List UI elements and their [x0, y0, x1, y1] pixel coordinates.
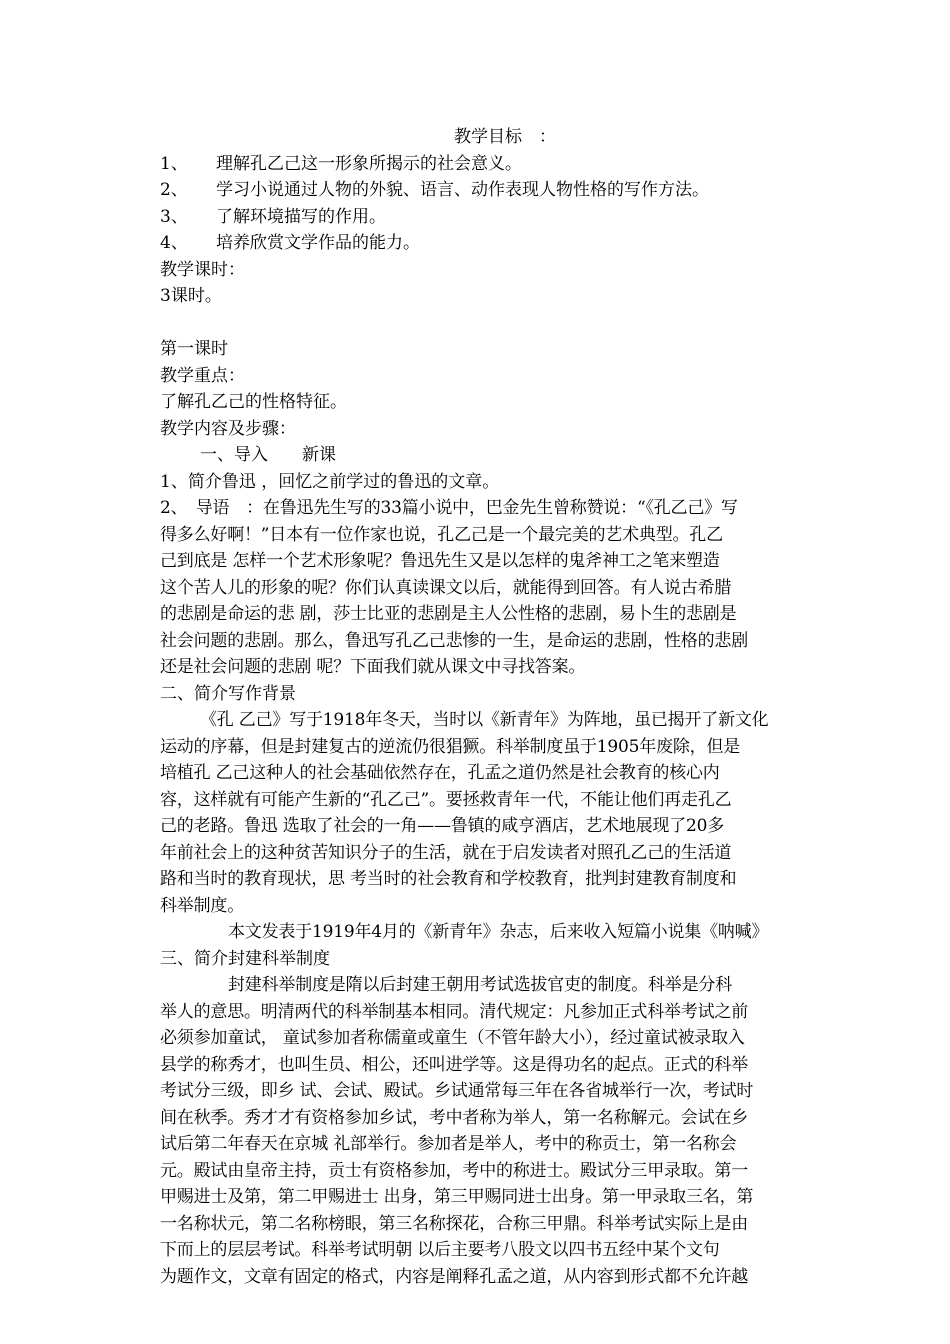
objective-number: 3、 [160, 206, 188, 227]
background-line: 己的老路。鲁迅 选取了社会的一角——鲁镇的咸亨酒店，艺术地展现了20多 [160, 816, 725, 836]
exam-system-line: 考试分三级，即乡 试、会试、殿试。乡试通常每三年在各省城举行一次，考试时 [160, 1081, 754, 1101]
exam-system-line: 封建科举制度是隋以后封建王朝用考试选拔官吏的制度。科举是分科 [228, 975, 732, 995]
intro-item-2-line: 2、 导语 ：在鲁迅先生写的33篇小说中，巴金先生曾称赞说：“《孔乙己》写 [160, 498, 738, 518]
background-line: 科举制度。 [160, 895, 244, 916]
exam-system-line: 甲赐进士及第，第二甲赐进士 出身，第三甲赐同进士出身。第一甲录取三名，第 [160, 1187, 754, 1207]
intro-item-2-line: 还是社会问题的悲剧 呢？下面我们就从课文中寻找答案。 [160, 657, 586, 677]
section-heading-exam-system: 三、简介封建科举制度 [160, 948, 330, 969]
exam-system-line: 元。殿试由皇帝主持，贡士有资格参加，考中的称进士。殿试分三甲录取。第一 [160, 1160, 748, 1181]
exam-system-line: 间在秋季。秀才才有资格参加乡试，考中者称为举人，第一名称解元。会试在乡 [160, 1107, 748, 1128]
background-line: 运动的序幕，但是封建复古的逆流仍很猖獗。科举制度虽于1905年废除，但是 [160, 736, 741, 757]
exam-system-line: 为题作文，文章有固定的格式，内容是阐释孔孟之道，从内容到形式都不允许越 [160, 1266, 748, 1287]
objective-1 [160, 151, 810, 178]
intro-item-2-line: 社会问题的悲剧。那么，鲁迅写孔乙己悲惨的一生，是命运的悲剧，性格的悲剧 [160, 630, 748, 651]
objective-number: 1、 [160, 153, 188, 174]
objective-number: 4、 [160, 233, 188, 253]
document-page [160, 124, 810, 1290]
objective-number: 2、 [160, 180, 188, 200]
background-line: 年前社会上的这种贫苦知识分子的生活，就在于启发读者对照孔乙己的生活道 [160, 842, 732, 863]
objective-4 [160, 230, 810, 257]
lesson-title: 第一课时 [160, 339, 228, 359]
exam-system-line: 县学的称秀才，也叫生员、相公，还叫进学等。这是得功名的起点。正式的科举 [160, 1054, 748, 1075]
objective-text: 培养欣赏文学作品的能力。 [216, 233, 420, 253]
exam-system-line: 试后第二年春天在京城 礼部举行。参加者是举人，考中的称贡士，第一名称会 [160, 1134, 737, 1154]
background-line: 培植孔 乙己这种人的社会基础依然存在，孔孟之道仍然是社会教育的核心内 [160, 763, 720, 783]
objective-text: 学习小说通过人物的外貌、语言、动作表现人物性格的写作方法。 [216, 180, 709, 200]
objective-2 [160, 177, 810, 204]
focus-label: 教学重点： [160, 365, 245, 386]
hours-value: 3课时。 [160, 286, 222, 306]
spacer [160, 310, 810, 337]
section-heading-background: 二、简介写作背景 [160, 683, 296, 704]
intro-item-1: 1、简介鲁迅 ，回忆之前学过的鲁迅的文章。 [160, 471, 500, 492]
exam-system-line: 必须参加童试， 童试参加者称儒童或童生（不管年龄大小），经过童试被录取入 [160, 1028, 745, 1048]
page-title: 教学目标 ： [454, 127, 556, 147]
intro-item-2-line: 的悲剧是命运的悲 剧，莎士比亚的悲剧是主人公性格的悲剧，易卜生的悲剧是 [160, 604, 737, 624]
objective-3 [160, 204, 810, 231]
intro-item-2-line: 得多么好啊！”日本有一位作家也说，孔乙己是一个最完美的艺术典型。孔乙 [160, 524, 723, 545]
publish-note: 本文发表于1919年4月的《新青年》杂志，后来收入短篇小说集《呐喊》 [228, 922, 769, 942]
background-line: 路和当时的教育现状，思 考当时的社会教育和学校教育，批判封建教育制度和 [160, 869, 737, 889]
intro-item-2-line: 这个苦人儿的形象的呢？你们认真读课文以后，就能得到回答。有人说古希腊 [160, 577, 732, 598]
background-line: 《孔 乙己》写于1918年冬天，当时以《新青年》为阵地，虽已揭开了新文化 [200, 710, 769, 730]
intro-item-2-line: 己到底是 怎样一个艺术形象呢？鲁迅先生又是以怎样的鬼斧神工之笔来塑造 [160, 551, 720, 571]
objective-text: 了解环境描写的作用。 [216, 206, 386, 227]
exam-system-line: 一名称状元，第二名称榜眼，第三名称探花，合称三甲鼎。科举考试实际上是由 [160, 1213, 748, 1234]
hours-label: 教学课时： [160, 259, 245, 280]
exam-system-line: 下而上的层层考试。科举考试明朝 以后主要考八股文以四书五经中某个文句 [160, 1240, 720, 1260]
section-heading-intro: 一、导入 新课 [200, 445, 336, 465]
steps-label: 教学内容及步骤： [160, 418, 296, 439]
focus-text: 了解孔乙己的性格特征。 [160, 392, 347, 412]
exam-system-line: 举人的意思。明清两代的科举制基本相同。清代规定：凡参加正式科举考试之前 [160, 1001, 748, 1022]
objective-text: 理解孔乙己这一形象所揭示的社会意义。 [216, 153, 522, 174]
background-line: 容，这样就有可能产生新的“孔乙己”。要拯救青年一代，不能让他们再走孔乙 [160, 789, 732, 810]
